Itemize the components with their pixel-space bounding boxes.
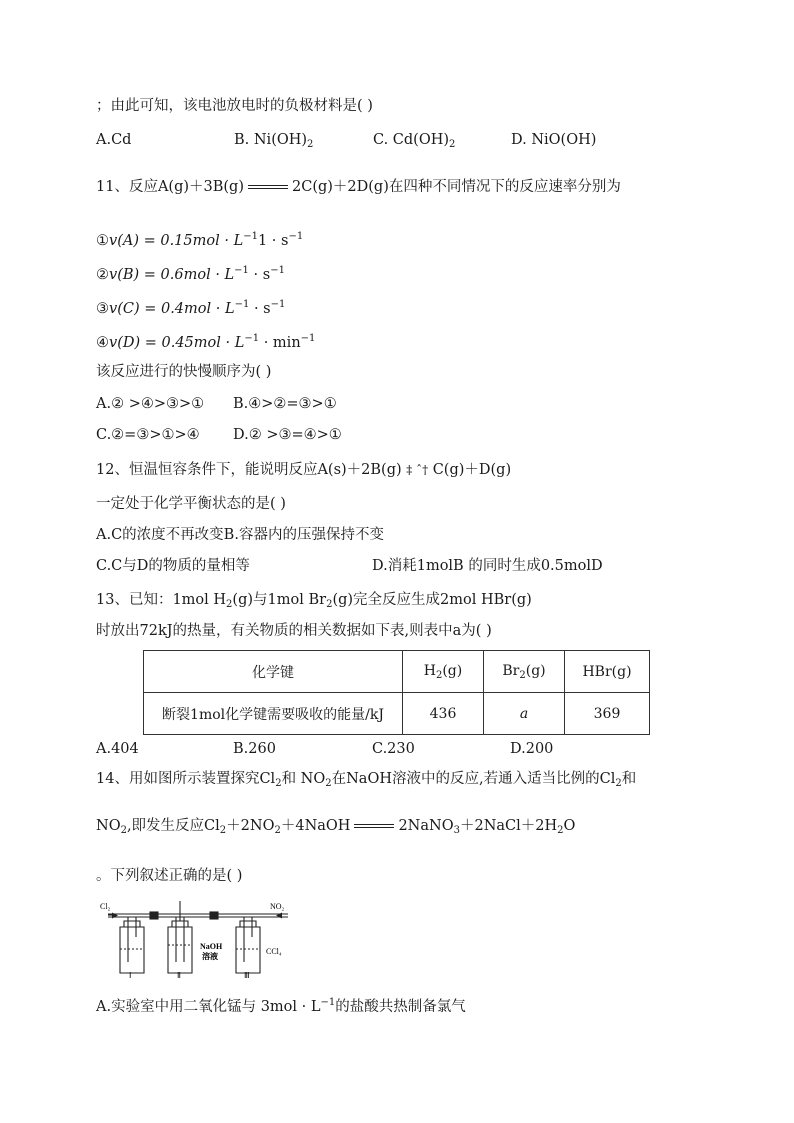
q14-equation: $NO_2$,即发生反应$Cl_2+2NO_2+4NaOH$ $2NaNO_3+2NaCl+2H_2O$ — [96, 818, 576, 836]
q13-option-a: A.404 — [96, 741, 139, 757]
q13-option-b: B.260 — [233, 741, 276, 757]
table-row-label: 断裂1mol化学键需要吸收的能量/kJ — [144, 693, 403, 735]
figure-label-solution: 溶液 — [202, 952, 218, 961]
q14-stem: 14、用如图所示装置探究$Cl_2$和 $NO_2$在NaOH溶液中的反应,若通入适当比例的$Cl_2$和 — [96, 771, 637, 789]
q11-option-d: D.② >③=④>① — [233, 427, 342, 443]
figure-label-naoh: NaOH — [200, 942, 223, 951]
q14-option-a: A.实验室中用二氧化锰与 $3mol \cdot L^{-1}$的盐酸共热制备氯气 — [96, 997, 466, 1015]
q14-ask: 。下列叙述正确的是( ) — [96, 868, 243, 884]
q10-stem: ；由此可知，该电池放电时的负极材料是( ) — [96, 98, 373, 114]
figure-label-cl2: Cl₂ — [100, 902, 111, 911]
table-cell-br2: a — [484, 693, 565, 735]
table-header-bond: 化学键 — [144, 651, 403, 693]
q12-option-d: D.消耗1molB 的同时生成0.5molD — [372, 558, 603, 574]
q11-option-c: C.②=③>①>④ — [96, 427, 200, 443]
table-header-br2: $Br_2(g)$ — [484, 651, 565, 693]
equals-arrow-icon — [354, 824, 394, 828]
q13-line2: 时放出72kJ的热量，有关物质的相关数据如下表,则表中a为( ) — [96, 623, 492, 639]
q10-option-c: C. $Cd(OH)_2$ — [373, 132, 456, 150]
figure-label-iii: Ⅲ — [244, 971, 250, 979]
table-header-h2: $H_2(g)$ — [403, 651, 484, 693]
figure-label-no2: NO₂ — [270, 902, 285, 911]
q12-stem: 12、恒温恒容条件下，能说明反应A(s)＋2B(g) ‡ ˆ† C(g)＋D(g) — [96, 462, 512, 478]
q11-option-b: B.④>②=③>① — [233, 396, 337, 412]
q12-option-ab: A.C的浓度不再改变B.容器内的压强保持不变 — [96, 527, 384, 543]
q13-option-d: D.200 — [510, 741, 554, 757]
q12-line2: 一定处于化学平衡状态的是( ) — [96, 496, 286, 512]
apparatus-figure — [98, 897, 298, 979]
table-header-hbr: HBr(g) — [565, 651, 650, 693]
figure-label-i: Ⅰ — [129, 971, 132, 979]
q10-option-b: B. $Ni(OH)_2$ — [234, 132, 314, 150]
q11-rate-2: ②v(B) = $0.6mol \cdot L^{-1} \cdot s^{-1}$ — [96, 265, 285, 283]
q13-option-c: C.230 — [372, 741, 415, 757]
q11-stem: 11、反应A(g)＋3B(g) 2C(g)＋2D(g)在四种不同情况下的反应速率分别为 — [96, 179, 621, 195]
equilibrium-arrow-icon: ‡ ˆ† — [406, 463, 429, 477]
figure-label-ccl4: CCl₄ — [266, 947, 282, 956]
q11-option-a: A.② >④>③>① — [96, 396, 205, 412]
figure-label-ii: Ⅱ — [177, 971, 181, 979]
q11-rate-4: ④v(D) = $0.45mol \cdot L^{-1} \cdot \min^{-1}$ — [96, 333, 316, 351]
table-cell-hbr: 369 — [565, 693, 650, 735]
q10-option-d: D. NiO(OH) — [511, 132, 597, 148]
q11-ask: 该反应进行的快慢顺序为( ) — [96, 364, 272, 380]
q12-option-c: C.C与D的物质的量相等 — [96, 558, 250, 574]
q10-option-a: A.Cd — [96, 132, 132, 148]
q13-stem: 13、已知：1mol $H_2(g)$与1mol $Br_2(g)$完全反应生成2mol HBr(g) — [96, 592, 532, 610]
q11-rate-1: ①v(A) = $0.15mol \cdot L^{-1}1 \cdot s^{-1}$ — [96, 231, 304, 249]
table-cell-h2: 436 — [403, 693, 484, 735]
q11-rate-3: ③v(C) = $0.4mol \cdot L^{-1} \cdot s^{-1}$ — [96, 299, 286, 317]
equals-arrow-icon — [248, 185, 288, 189]
bond-energy-table — [143, 650, 650, 735]
